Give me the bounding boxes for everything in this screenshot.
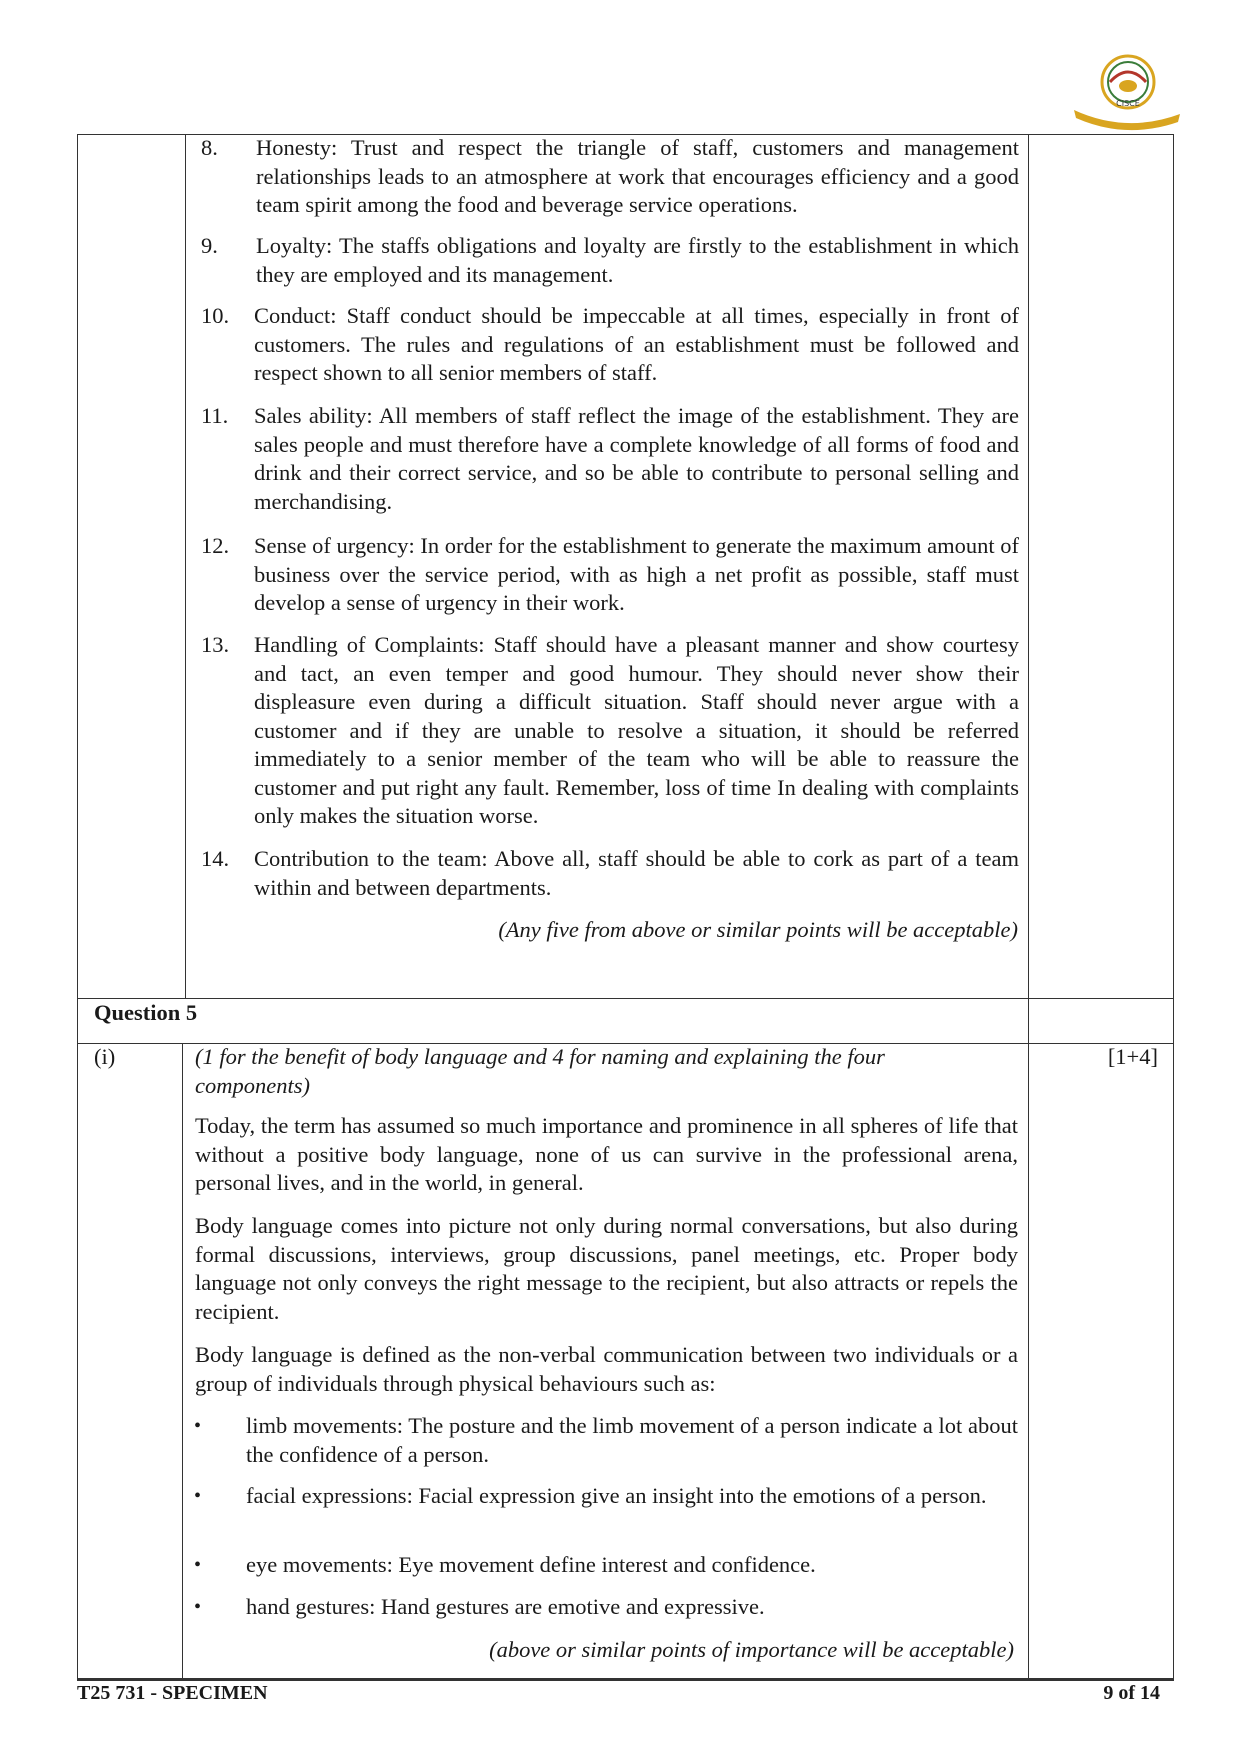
- bullet-text: facial expressions: Facial expression give an insight into the emotions of a person.: [246, 1483, 987, 1508]
- point-number: 8.: [201, 135, 218, 160]
- point-number: 10.: [201, 303, 230, 328]
- cisce-emblem-icon: [1068, 52, 1184, 136]
- acceptance-note: (Any five from above or similar points will be acceptable): [498, 917, 1018, 942]
- paper-code: T25 731 - SPECIMEN: [77, 1682, 268, 1704]
- question-title: Question 5: [94, 1000, 198, 1025]
- footer-rule: [77, 1679, 1174, 1681]
- point-text: Sales ability: All members of staff reflect the image of the establishment. They are sales people and must therefore have a complete knowledge of all forms of food and drink and their correct service, and so be able to contribute to personal selling and merchandising.: [254, 403, 1019, 514]
- point-number: 13.: [201, 632, 230, 657]
- col-divider-left-bottom: [182, 1043, 183, 1679]
- point-text: Honesty: Trust and respect the triangle of staff, customers and management relationships leads to an atmosphere at work that encourages efficiency and a good team spirit among the food and beverage service operations.: [256, 135, 1019, 217]
- bullet-icon: •: [194, 1415, 202, 1437]
- point-text: Sense of urgency: In order for the establishment to generate the maximum amount of business over the service period, with as high a net profit as possible, staff must develop a sense of urgency in their work.: [254, 533, 1019, 615]
- point-number: 14.: [201, 846, 230, 871]
- bullet-text: limb movements: The posture and the limb movement of a person indicate a lot about the confidence of a person.: [246, 1413, 1018, 1467]
- point-text: Handling of Complaints: Staff should have a pleasant manner and show courtesy and tact, an even temper and good humour. They should never show their displeasure even during a difficult situation. Staff should never argue with a customer and if they are unable to resolve a situation, it should be referred immediately to a senior member of the team who will be able to reassure the customer and put right any fault. Remember, loss of time In dealing with complaints only makes the situation worse.: [254, 632, 1019, 828]
- point-number: 12.: [201, 533, 230, 558]
- part-label: (i): [94, 1044, 116, 1069]
- bullet-text: eye movements: Eye movement define interest and confidence.: [246, 1552, 816, 1577]
- logo-text: CISCE: [1116, 99, 1140, 108]
- paragraph: Today, the term has assumed so much importance and prominence in all spheres of life that without a positive body language, none of us can survive in the professional arena, personal lives, and in the world, in general.: [195, 1113, 1018, 1195]
- bullet-icon: •: [194, 1485, 202, 1507]
- paragraph: Body language comes into picture not only during normal conversations, but also during formal discussions, interviews, group discussions, panel meetings, etc. Proper body language not only conveys the right message to the recipient, but also attracts or repels the recipient.: [195, 1213, 1018, 1324]
- point-text: Conduct: Staff conduct should be impeccable at all times, especially in front of customers. The rules and regulations of an establishment must be followed and respect shown to all senior members of staff.: [254, 303, 1019, 385]
- point-text: Loyalty: The staffs obligations and loyalty are firstly to the establishment in which they are employed and its management.: [256, 233, 1019, 287]
- point-text: Contribution to the team: Above all, staff should be able to cork as part of a team within and between departments.: [254, 846, 1019, 900]
- col-divider-left-top: [185, 134, 186, 998]
- col-divider-right: [1028, 134, 1029, 1679]
- bullet-icon: •: [194, 1554, 202, 1576]
- point-number: 11.: [201, 403, 229, 428]
- bullet-icon: •: [194, 1596, 202, 1618]
- bullet-text: hand gestures: Hand gestures are emotive and expressive.: [246, 1594, 765, 1619]
- marks-label: [1+4]: [1107, 1044, 1158, 1069]
- point-number: 9.: [201, 233, 218, 258]
- page-number: 9 of 14: [1103, 1682, 1160, 1704]
- paragraph: Body language is defined as the non-verbal communication between two individuals or a group of individuals through physical behaviours such as:: [195, 1342, 1018, 1396]
- acceptance-note: (above or similar points of importance will be acceptable): [489, 1637, 1014, 1662]
- marking-instruction: (1 for the benefit of body language and 4 for naming and explaining the four components): [195, 1044, 885, 1098]
